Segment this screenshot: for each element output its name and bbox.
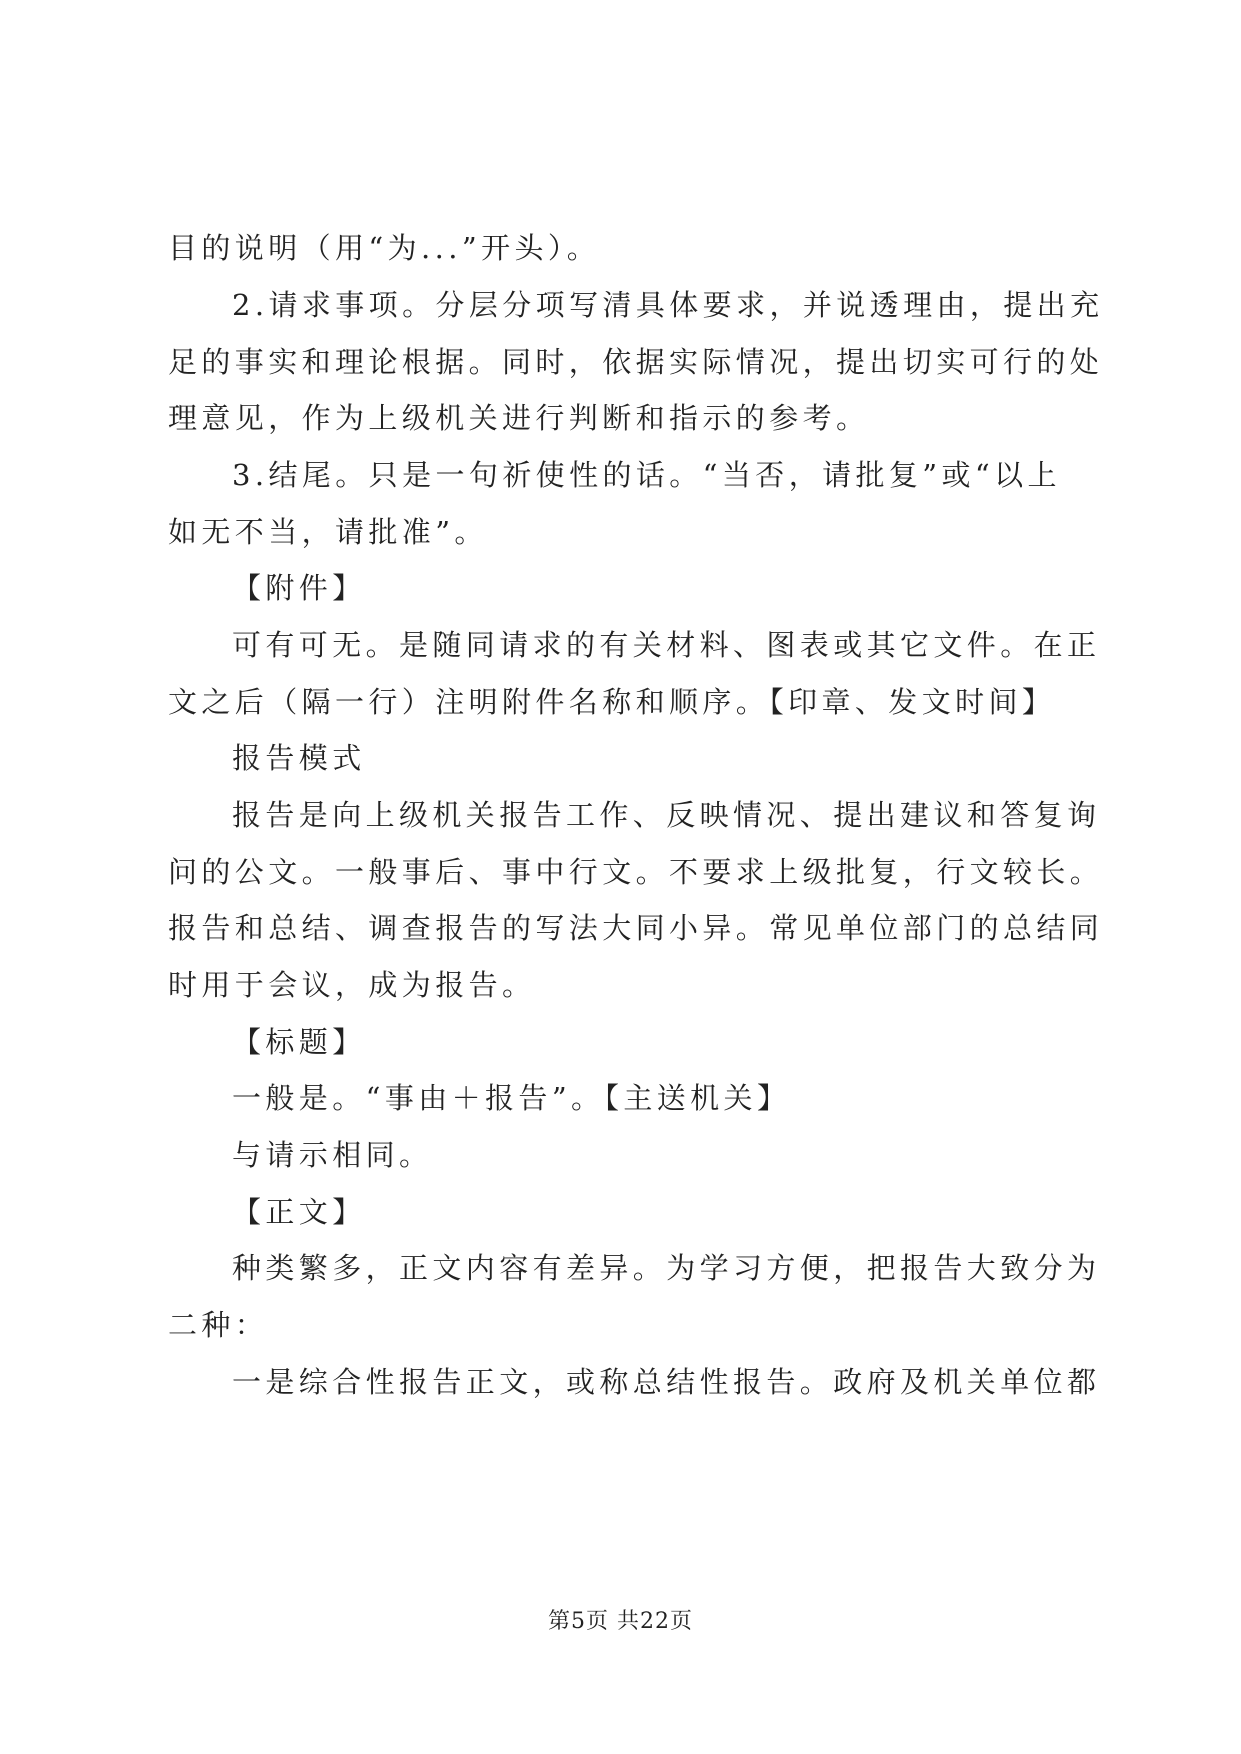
section-heading: 【附件】 <box>232 571 366 605</box>
page-number-footer: 第5页 共22页 <box>548 1609 693 1634</box>
text-line: 报告和总结、调查报告的写法大同小异。常见单位部门的总结同 <box>168 911 1104 945</box>
text-line: 问的公文。一般事后、事中行文。不要求上级批复，行文较长。 <box>168 855 1104 889</box>
section-heading: 【标题】 <box>232 1025 366 1059</box>
section-heading: 【正文】 <box>232 1195 366 1229</box>
section-heading: 报告模式 <box>232 741 366 775</box>
text-line: 二种： <box>168 1308 269 1342</box>
text-line: 与请示相同。 <box>232 1138 433 1172</box>
text-line: 一般是。“事由＋报告”。【主送机关】 <box>232 1081 791 1115</box>
text-line: 如无不当，请批准”。 <box>168 515 488 549</box>
text-line: 报告是向上级机关报告工作、反映情况、提出建议和答复询 <box>232 798 1101 832</box>
text-line: 可有可无。是随同请求的有关材料、图表或其它文件。在正 <box>232 628 1101 662</box>
text-line: 足的事实和理论根据。同时，依据实际情况，提出切实可行的处 <box>168 345 1104 379</box>
text-line: 时用于会议，成为报告。 <box>168 968 536 1002</box>
text-line: 理意见，作为上级机关进行判断和指示的参考。 <box>168 401 870 435</box>
text-line: 2.请求事项。分层分项写清具体要求，并说透理由，提出充 <box>232 288 1104 322</box>
text-line: 文之后（隔一行）注明附件名称和顺序。【印章、发文时间】 <box>168 685 1056 719</box>
text-line: 3.结尾。只是一句祈使性的话。“当否，请批复”或“以上 <box>232 458 1061 492</box>
text-line: 目的说明（用“为...”开头）。 <box>168 231 601 265</box>
text-line: 种类繁多，正文内容有差异。为学习方便，把报告大致分为 <box>232 1251 1101 1285</box>
text-line: 一是综合性报告正文，或称总结性报告。政府及机关单位都 <box>232 1365 1101 1399</box>
